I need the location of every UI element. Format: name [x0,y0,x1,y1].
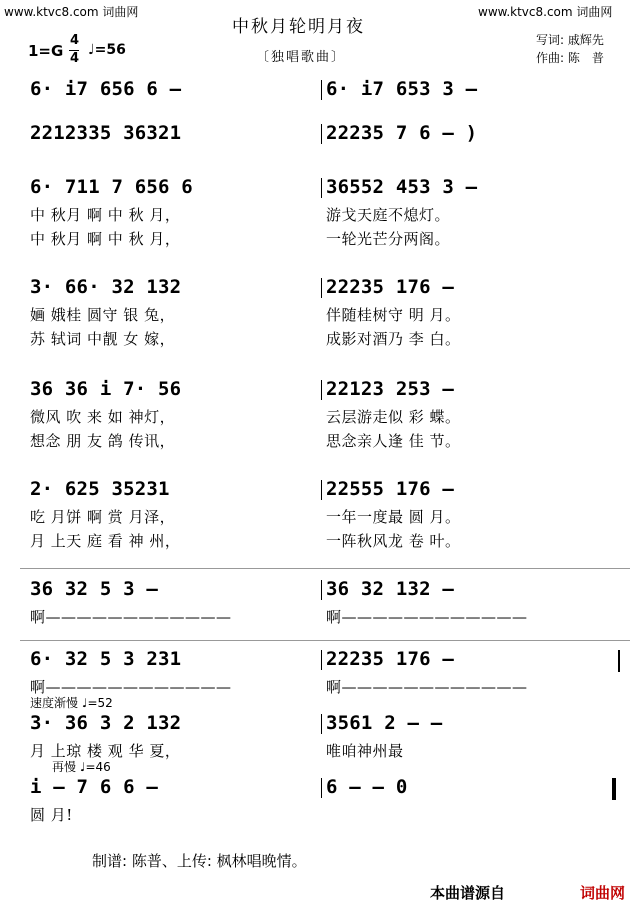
row-7-lyric-left-1: 啊———————————— [30,608,232,626]
row-10-right-notes: 6 — — 0 [326,776,408,798]
row-7-left-notes: 36 32 5 3 — [30,578,159,600]
brand-logo: 词曲网 [580,884,626,902]
time-signature-bottom: 4 [70,51,80,66]
barline [321,278,322,298]
barline [321,714,322,734]
tempo-marking: ♩=56 [88,42,126,58]
row-5-lyric-right-2: 思念亲人逢 佳 节。 [326,432,461,450]
song-subtitle: 〔独唱歌曲〕 [256,50,347,65]
tempo-slowing: 速度渐慢 ♩=52 [30,696,113,710]
barline [321,124,322,144]
row-4-lyric-right-2: 成影对酒乃 李 白。 [326,330,461,348]
row-6-left-notes: 2· 625 35231 [30,478,170,500]
row-5-right-notes: 22123 253 — [326,378,455,400]
final-barline [612,778,616,800]
watermark-right: www.ktvc8.com 词曲网 [478,5,613,19]
row-2-left-notes: 2212335 36321 [30,122,182,144]
row-6-right-notes: 22555 176 — [326,478,455,500]
row-6-lyric-right-1: 一年一度最 圆 月。 [326,508,461,526]
barline [321,380,322,400]
time-signature-top: 4 [70,33,80,48]
barline [321,580,322,600]
transcription-note: 制谱: 陈普、上传: 枫林唱晚情。 [92,852,307,870]
song-title: 中秋月轮明月夜 [232,17,365,37]
row-5-lyric-right-1: 云层游走似 彩 蝶。 [326,408,461,426]
row-3-lyric-left-1: 中 秋月 啊 中 秋 月， [30,206,181,224]
row-7-right-notes: 36 32 132 — [326,578,455,600]
source-label: 本曲谱源自 [430,884,506,902]
row-10-lyric-left-1: 圆 月! [30,806,73,824]
row-8-right-notes: 22235 176 — [326,648,455,670]
row-8-left-notes: 6· 32 5 3 231 [30,648,182,670]
barline [321,80,322,100]
row-3-right-notes: 36552 453 3 — [326,176,478,198]
row-2-right-notes: 22235 7 6 — ) [326,122,478,144]
row-6-lyric-right-2: 一阵秋风龙 卷 叶。 [326,532,461,550]
row-4-left-notes: 3· 66· 32 132 [30,276,182,298]
row-1-left-notes: 6· i7 656 6 — [30,78,182,100]
row-3-lyric-right-1: 游戈天庭不熄灯。 [326,206,451,224]
repeat-barline [618,650,620,672]
row-9-left-notes: 3· 36 3 2 132 [30,712,182,734]
composer-credit: 作曲: 陈 普 [536,51,604,65]
row-5-lyric-left-2: 想念 朋 友 鸽 传讯， [30,432,176,450]
section-divider [20,568,630,569]
row-6-lyric-left-2: 月 上天 庭 看 神 州， [30,532,181,550]
barline [321,778,322,798]
row-4-right-notes: 22235 176 — [326,276,455,298]
row-5-left-notes: 36 36 i 7· 56 [30,378,182,400]
barline [321,650,322,670]
row-4-lyric-right-1: 伴随桂树守 明 月。 [326,306,461,324]
row-9-right-notes: 3561 2 — — [326,712,443,734]
watermark-left: www.ktvc8.com 词曲网 [4,5,139,19]
section-divider [20,640,630,641]
row-4-lyric-left-1: 婳 娥桂 圆守 银 兔， [30,306,176,324]
lyricist-credit: 写词: 戚辉先 [536,33,604,47]
row-5-lyric-left-1: 微风 吹 来 如 神灯， [30,408,176,426]
row-1-right-notes: 6· i7 653 3 — [326,78,478,100]
row-3-lyric-right-2: 一轮光芒分两阁。 [326,230,451,248]
row-8-lyric-left-1: 啊———————————— [30,678,232,696]
tempo-slower: 再慢 ♩=46 [52,760,111,774]
row-4-lyric-left-2: 苏 轼词 中靓 女 嫁， [30,330,176,348]
barline [321,480,322,500]
row-6-lyric-left-1: 吃 月饼 啊 赏 月泽， [30,508,176,526]
row-3-lyric-left-2: 中 秋月 啊 中 秋 月， [30,230,181,248]
row-9-lyric-left-1: 月 上琼 楼 观 华 夏， [30,742,181,760]
row-3-left-notes: 6· 711 7 656 6 [30,176,193,198]
row-8-lyric-right-1: 啊———————————— [326,678,528,696]
row-7-lyric-right-1: 啊———————————— [326,608,528,626]
row-9-lyric-right-1: 唯咱神州最 [326,742,404,760]
barline [321,178,322,198]
row-10-left-notes: i — 7 6 6 — [30,776,159,798]
key-signature: 1=G [28,42,64,60]
